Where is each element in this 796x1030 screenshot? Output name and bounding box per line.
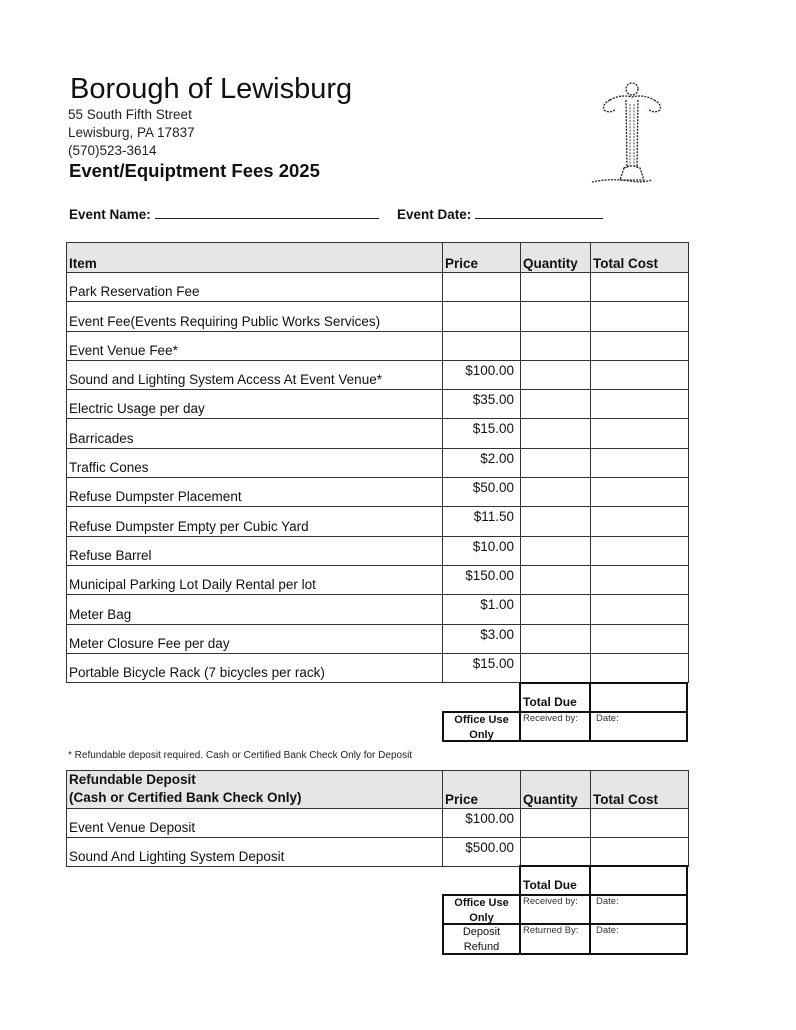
total-cost-cell[interactable] [591, 536, 689, 565]
total-cost-cell[interactable] [591, 390, 689, 419]
price-cell: $1.00 [443, 595, 521, 624]
quantity-cell[interactable] [521, 448, 591, 477]
quantity-cell[interactable] [521, 273, 591, 302]
table-row [67, 507, 689, 536]
price-cell: $150.00 [443, 565, 521, 594]
table-row [67, 809, 689, 838]
total-cost-cell[interactable] [591, 419, 689, 448]
date-label: Date: [596, 713, 619, 724]
deposit-refund-label: Deposit Refund [462, 926, 501, 953]
item-cell: Municipal Parking Lot Daily Rental per lot [67, 565, 443, 594]
deposit-table-header [67, 771, 689, 809]
total-cost-cell[interactable] [591, 624, 689, 653]
price-cell: $35.00 [443, 390, 521, 419]
column-header-quantity: Quantity [521, 771, 591, 809]
office-use-only-label: Office Use Only [454, 714, 509, 741]
total-cost-cell[interactable] [591, 478, 689, 507]
quantity-cell[interactable] [521, 360, 591, 389]
returned-date-cell[interactable] [589, 923, 688, 955]
deposit-table-title [67, 771, 443, 809]
quantity-cell[interactable] [521, 331, 591, 360]
table-row [67, 419, 689, 448]
item-cell: Refuse Barrel [67, 536, 443, 565]
returned-by-label: Returned By: [523, 925, 579, 936]
deposit-date-cell[interactable] [589, 894, 688, 925]
price-cell: $11.50 [443, 507, 521, 536]
quantity-cell[interactable] [521, 624, 591, 653]
deposit-received-by-label: Received by: [523, 896, 578, 907]
table-row [67, 360, 689, 389]
table-row [67, 838, 689, 867]
deposit-office-use-label: Office Use Only [454, 897, 509, 924]
address-line-1: 55 South Fifth Street [68, 107, 192, 122]
deposit-date-label: Date: [596, 896, 619, 907]
item-cell: Sound and Lighting System Access At Event Venue* [67, 360, 443, 389]
deposit-title-line1: Refundable Deposit [69, 772, 196, 787]
quantity-cell[interactable] [521, 809, 591, 838]
total-cost-cell[interactable] [591, 565, 689, 594]
table-row [67, 536, 689, 565]
item-cell: Event Venue Fee* [67, 331, 443, 360]
total-due-value-cell[interactable] [589, 682, 688, 713]
quantity-cell[interactable] [521, 507, 591, 536]
price-cell [443, 331, 521, 360]
item-cell: Refuse Dumpster Placement [67, 478, 443, 507]
address-line-2: Lewisburg, PA 17837 [68, 125, 195, 140]
price-cell: $10.00 [443, 536, 521, 565]
quantity-cell[interactable] [521, 390, 591, 419]
item-cell: Electric Usage per day [67, 390, 443, 419]
price-cell: $15.00 [443, 653, 521, 682]
office-use-only-cell [442, 711, 521, 742]
deposit-total-due-value-cell[interactable] [589, 865, 688, 896]
table-row [67, 331, 689, 360]
column-header-price: Price [443, 771, 521, 809]
price-cell: $100.00 [443, 360, 521, 389]
fees-table-header [67, 243, 689, 273]
lamppost-icon [580, 76, 670, 191]
deposit-received-by-cell[interactable] [519, 894, 591, 925]
column-header-total-cost: Total Cost [591, 243, 689, 273]
form-title: Event/Equiptment Fees 2025 [69, 160, 320, 181]
item-cell: Meter Bag [67, 595, 443, 624]
quantity-cell[interactable] [521, 838, 591, 867]
item-cell: Meter Closure Fee per day [67, 624, 443, 653]
price-cell: $15.00 [443, 419, 521, 448]
total-due-label: Total Due [523, 695, 577, 709]
price-cell: $100.00 [443, 809, 521, 838]
item-cell: Refuse Dumpster Empty per Cubic Yard [67, 507, 443, 536]
column-header-quantity: Quantity [521, 243, 591, 273]
table-row [67, 653, 689, 682]
total-cost-cell[interactable] [591, 653, 689, 682]
received-by-cell[interactable] [519, 711, 591, 742]
item-cell: Park Reservation Fee [67, 273, 443, 302]
price-cell [443, 302, 521, 331]
deposit-total-due-label-cell [519, 865, 591, 896]
item-cell: Portable Bicycle Rack (7 bicycles per rack) [67, 653, 443, 682]
column-header-item: Item [67, 243, 443, 273]
item-cell: Event Venue Deposit [67, 809, 443, 838]
phone-number: (570)523-3614 [68, 143, 157, 158]
column-header-price: Price [443, 243, 521, 273]
table-row [67, 448, 689, 477]
event-name-field[interactable] [69, 206, 379, 223]
table-row [67, 302, 689, 331]
table-row [67, 595, 689, 624]
total-cost-cell[interactable] [591, 809, 689, 838]
table-row [67, 565, 689, 594]
quantity-cell[interactable] [521, 419, 591, 448]
item-cell: Barricades [67, 419, 443, 448]
org-name: Borough of Lewisburg [70, 73, 353, 105]
event-name-label: Event Name: [69, 207, 151, 222]
total-cost-cell[interactable] [591, 331, 689, 360]
column-header-total-cost: Total Cost [591, 771, 689, 809]
deposit-title-line2: (Cash or Certified Bank Check Only) [69, 790, 302, 805]
total-cost-cell[interactable] [591, 595, 689, 624]
quantity-cell[interactable] [521, 565, 591, 594]
item-cell: Sound And Lighting System Deposit [67, 838, 443, 867]
quantity-cell[interactable] [521, 595, 591, 624]
table-row [67, 624, 689, 653]
deposit-office-use-cell [442, 894, 521, 925]
quantity-cell[interactable] [521, 653, 591, 682]
price-cell: $3.00 [443, 624, 521, 653]
quantity-cell[interactable] [521, 536, 591, 565]
total-cost-cell[interactable] [591, 507, 689, 536]
price-cell: $500.00 [443, 838, 521, 867]
returned-by-cell[interactable] [519, 923, 591, 955]
deposit-table [66, 770, 689, 867]
total-cost-cell[interactable] [591, 838, 689, 867]
deposit-footnote: * Refundable deposit required. Cash or Certified Bank Check Only for Deposit [68, 750, 413, 761]
event-date-field[interactable] [397, 206, 603, 223]
event-name-input[interactable] [155, 206, 379, 219]
deposit-total-due-label: Total Due [523, 878, 577, 892]
received-by-label: Received by: [523, 713, 578, 724]
fees-table [66, 242, 689, 683]
total-cost-cell[interactable] [591, 448, 689, 477]
price-cell [443, 273, 521, 302]
item-cell: Traffic Cones [67, 448, 443, 477]
quantity-cell[interactable] [521, 302, 591, 331]
total-due-label-cell [519, 682, 591, 713]
total-cost-cell[interactable] [591, 360, 689, 389]
quantity-cell[interactable] [521, 478, 591, 507]
returned-date-label: Date: [596, 925, 619, 936]
date-cell[interactable] [589, 711, 688, 742]
table-row [67, 390, 689, 419]
table-row [67, 273, 689, 302]
total-cost-cell[interactable] [591, 302, 689, 331]
event-date-input[interactable] [475, 206, 603, 219]
table-row [67, 478, 689, 507]
total-cost-cell[interactable] [591, 273, 689, 302]
price-cell: $50.00 [443, 478, 521, 507]
event-date-label: Event Date: [397, 207, 472, 222]
item-cell: Event Fee(Events Requiring Public Works Services) [67, 302, 443, 331]
deposit-refund-cell [442, 923, 521, 955]
price-cell: $2.00 [443, 448, 521, 477]
